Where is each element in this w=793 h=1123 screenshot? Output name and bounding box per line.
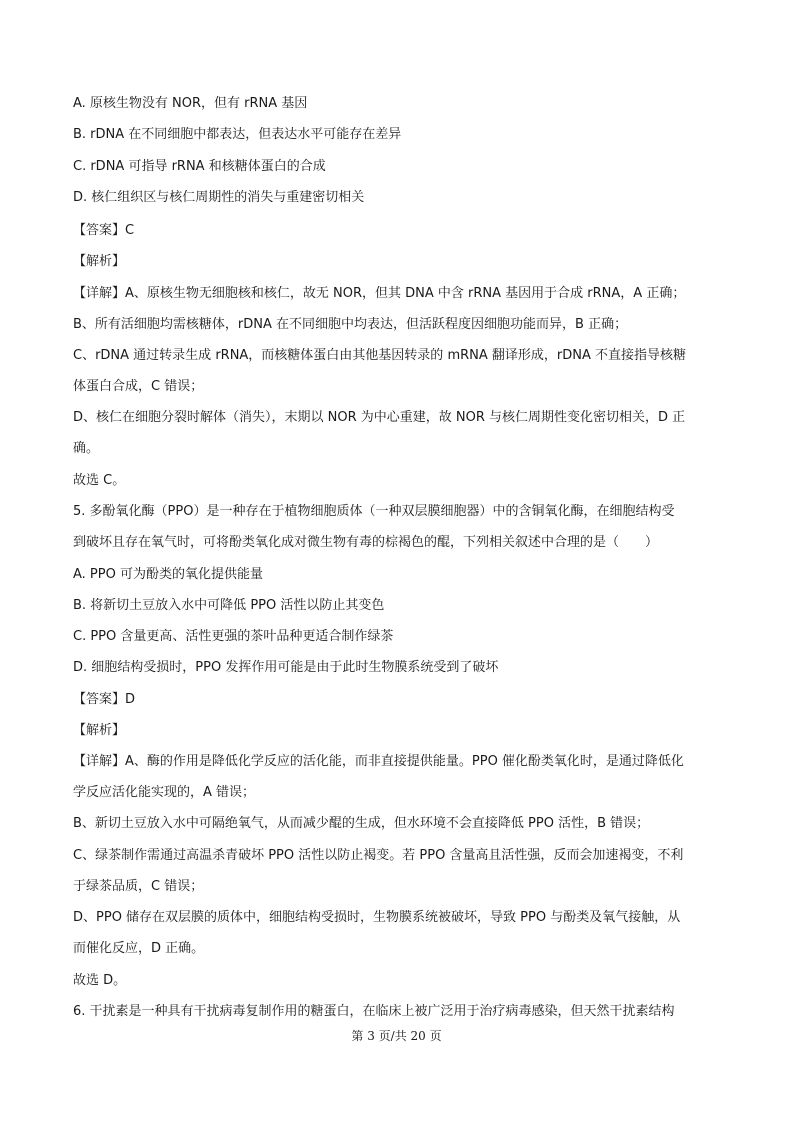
q4-detail-line: D、核仁在细胞分裂时解体（消失），末期以 NOR 为中心重建，故 NOR 与核仁周期性变化密切相关，D 正 <box>73 410 686 425</box>
q4-option-c: C. rDNA 可指导 rRNA 和核糖体蛋白的合成 <box>73 159 326 174</box>
q5-detail-line: B、新切土豆放入水中可隔绝氧气，从而减少醌的生成，但水环境不会直接降低 PPO 活性，B 错误； <box>73 816 650 831</box>
q5-detail-line: 【详解】A、酶的作用是降低化学反应的活化能，而非直接提供能量。PPO 催化酚类氧化时，是通过降低化 <box>73 754 684 769</box>
page-number: 第 3 页/共 20 页 <box>351 1029 442 1043</box>
q4-detail-line: 【详解】A、原核生物无细胞核和核仁，故无 NOR，但其 DNA 中含 rRNA 基因用于合成 rRNA，A 正确； <box>73 286 686 301</box>
q5-option-a: A. PPO 可为酚类的氧化提供能量 <box>73 567 263 582</box>
q4-option-b: B. rDNA 在不同细胞中都表达，但表达水平可能存在差异 <box>73 127 402 142</box>
q4-detail-line: 体蛋白合成，C 错误； <box>73 379 204 394</box>
q5-option-b: B. 将新切土豆放入水中可降低 PPO 活性以防止其变色 <box>73 598 385 613</box>
q4-detail-line: B、所有活细胞均需核糖体，rDNA 在不同细胞中均表达，但活跃程度因细胞功能而异，B 正确； <box>73 317 628 332</box>
q5-detail-line: 而催化反应，D 正确。 <box>73 941 205 956</box>
q5-detail-line: 学反应活化能实现的，A 错误； <box>73 785 256 800</box>
q5-answer: 【答案】D <box>73 692 136 707</box>
q5-option-c: C. PPO 含量更高、活性更强的茶叶品种更适合制作绿茶 <box>73 629 394 644</box>
q4-option-a: A. 原核生物没有 NOR，但有 rRNA 基因 <box>73 96 308 111</box>
q4-detail-line: 确。 <box>73 441 100 456</box>
q4-detail-line: C、rDNA 通过转录生成 rRNA，而核糖体蛋白由其他基因转录的 mRNA 翻译形成，rDNA 不直接指导核糖 <box>73 348 686 363</box>
q5-detail-line: 于绿茶品质，C 错误； <box>73 879 204 894</box>
q4-analysis-label: 【解析】 <box>73 254 126 269</box>
q4-option-d: D. 核仁组织区与核仁周期性的消失与重建密切相关 <box>73 190 365 205</box>
q5-stem-line: 5. 多酚氧化酶（PPO）是一种存在于植物细胞质体（一种双层膜细胞器）中的含铜氧化酶，在细胞结构受 <box>73 504 675 519</box>
q5-detail-line: C、绿茶制作需通过高温杀青破坏 PPO 活性以防止褐变。若 PPO 含量高且活性强，反而会加速褐变，不利 <box>73 848 684 863</box>
q5-stem-line: 到破坏且存在氧气时，可将酚类氧化成对微生物有毒的棕褐色的醌，下列相关叙述中合理的是（ ） <box>73 535 659 550</box>
q5-option-d: D. 细胞结构受损时，PPO 发挥作用可能是由于此时生物膜系统受到了破坏 <box>73 660 499 675</box>
q4-answer: 【答案】C <box>73 223 135 238</box>
q6-stem-line: 6. 干扰素是一种具有干扰病毒复制作用的糖蛋白，在临床上被广泛用于治疗病毒感染，但天然干扰素结构 <box>73 1004 675 1019</box>
q5-detail-line: D、PPO 储存在双层膜的质体中，细胞结构受损时，生物膜系统被破坏，导致 PPO 与酚类及氧气接触，从 <box>73 910 681 925</box>
q5-conclusion: 故选 D。 <box>73 973 127 988</box>
q4-conclusion: 故选 C。 <box>73 473 126 488</box>
q5-analysis-label: 【解析】 <box>73 723 126 738</box>
